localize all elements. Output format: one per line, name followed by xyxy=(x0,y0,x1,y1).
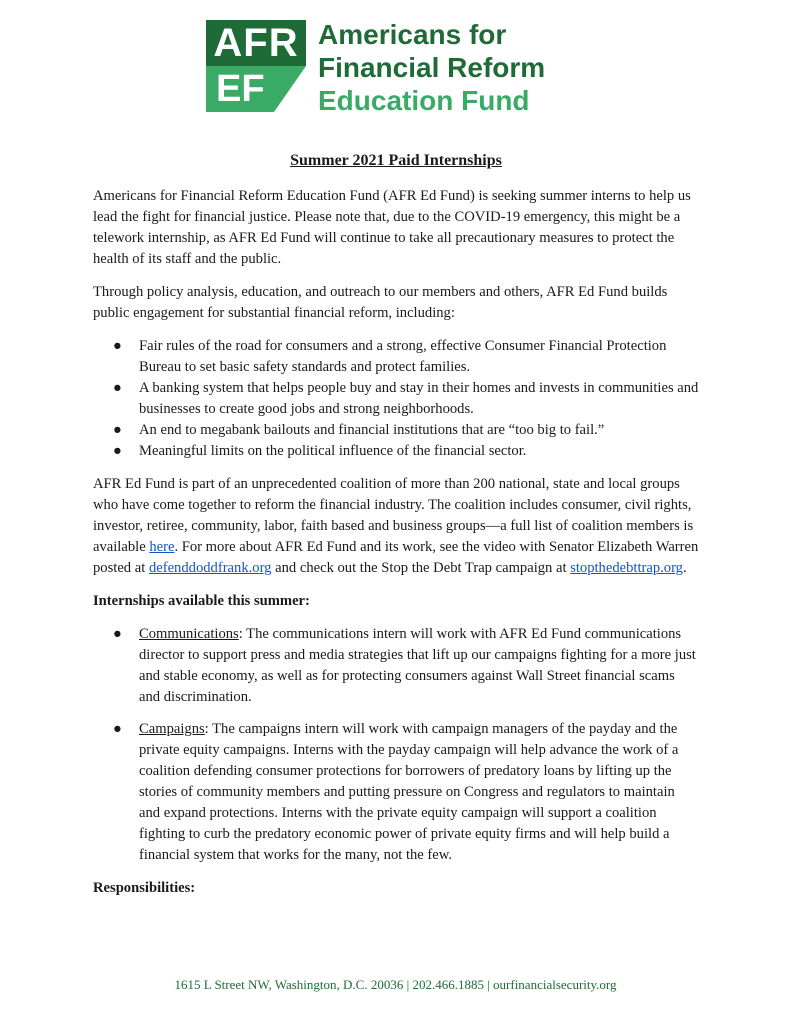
responsibilities-heading: Responsibilities: xyxy=(93,880,196,896)
logo-wordmark xyxy=(318,18,545,117)
defenddoddfrank-link[interactable]: defenddoddfrank.org xyxy=(148,560,272,576)
policy-paragraph: Through policy analysis, education, and outreach to our members and others, AFR Ed Fund builds public engagement for substantial financial reform, including: xyxy=(93,284,668,321)
list-item xyxy=(93,378,699,420)
coalition-text: . For more about AFR Ed Fund and its work, see the video with Senator Elizabeth Warren posted at xyxy=(93,539,699,576)
internship-name: Campaigns xyxy=(139,721,205,737)
list-item xyxy=(93,719,699,866)
stopthedebttrap-link[interactable]: stopthedebttrap.org xyxy=(570,560,683,576)
bullet-icon: ● xyxy=(113,422,122,438)
logo-line-1: Americans for xyxy=(318,19,507,50)
coalition-paragraph xyxy=(93,474,699,579)
internship-name: Communications xyxy=(139,626,239,642)
afr-ef-logo xyxy=(206,20,586,120)
internships-list xyxy=(93,624,699,866)
coalition-members-link[interactable]: here xyxy=(149,539,175,555)
bullet-icon: ● xyxy=(113,380,122,396)
list-item xyxy=(93,420,699,441)
list-item xyxy=(93,336,699,378)
bullet-icon: ● xyxy=(113,338,122,354)
list-item xyxy=(93,441,699,462)
logo-line-2: Financial Reform xyxy=(318,52,546,83)
reform-list xyxy=(93,336,699,462)
internship-description: : The communications intern will work with AFR Ed Fund communications director to support press and media strategies that lift up our campaigns fighting for a more just and stable economy, as well as for protecting consumers against Wall Street financial scams and discrimination. xyxy=(139,626,696,705)
internships-heading: Internships available this summer: xyxy=(93,593,310,609)
logo-ef-text: EF xyxy=(216,68,265,110)
coalition-text: . xyxy=(682,560,687,576)
list-item xyxy=(93,624,699,708)
document-body xyxy=(93,150,699,911)
internship-description: : The campaigns intern will work with campaign managers of the payday and the private equity campaigns. Interns with the payday campaign will help advance the work of a coalition defending consumer protections for borrowers of predatory loans by lifting up the stories of community members and putting pressure on Congress and regulators to maintain and expand protections. Interns with the private equity campaign will support a coalition fighting to curb the predatory economic power of private equity firms and will help build a financial system that works for the many, not the few. xyxy=(139,721,679,863)
list-item-text: A banking system that helps people buy and stay in their homes and invests in communities and businesses to create good jobs and strong neighborhoods. xyxy=(139,380,699,417)
footer-address: 1615 L Street NW, Washington, D.C. 20036 | 202.466.1885 | ourfinancialsecurity.org xyxy=(174,977,617,992)
list-item-text: Meaningful limits on the political influence of the financial sector. xyxy=(139,443,527,459)
bullet-icon: ● xyxy=(113,443,122,459)
list-item-text: Fair rules of the road for consumers and a strong, effective Consumer Financial Protection Bureau to set basic safety standards and protect families. xyxy=(139,338,667,375)
bullet-icon: ● xyxy=(113,721,122,737)
page-title: Summer 2021 Paid Internships xyxy=(290,152,502,169)
coalition-text: and check out the Stop the Debt Trap campaign at xyxy=(271,560,571,576)
list-item-text: An end to megabank bailouts and financial institutions that are “too big to fail.” xyxy=(139,422,605,438)
logo-line-3: Education Fund xyxy=(318,85,530,116)
logo-mark xyxy=(206,20,306,112)
bullet-icon: ● xyxy=(113,626,122,642)
logo-afr-text: AFR xyxy=(206,20,306,66)
coalition-text: AFR Ed Fund is part of an unprecedented coalition of more than 200 national, state and local groups who have come together to reform the financial industry. The coalition includes consumer, civil rights, investor, retiree, community, labor, faith based and business groups—a full list of coalition members is available xyxy=(93,476,694,555)
intro-paragraph: Americans for Financial Reform Education Fund (AFR Ed Fund) is seeking summer interns to help us lead the fight for financial justice. Please note that, due to the COVID-19 emergency, this might be a telework internship, as AFR Ed Fund will continue to take all precautionary measures to protect the health of its staff and the public. xyxy=(93,188,691,267)
